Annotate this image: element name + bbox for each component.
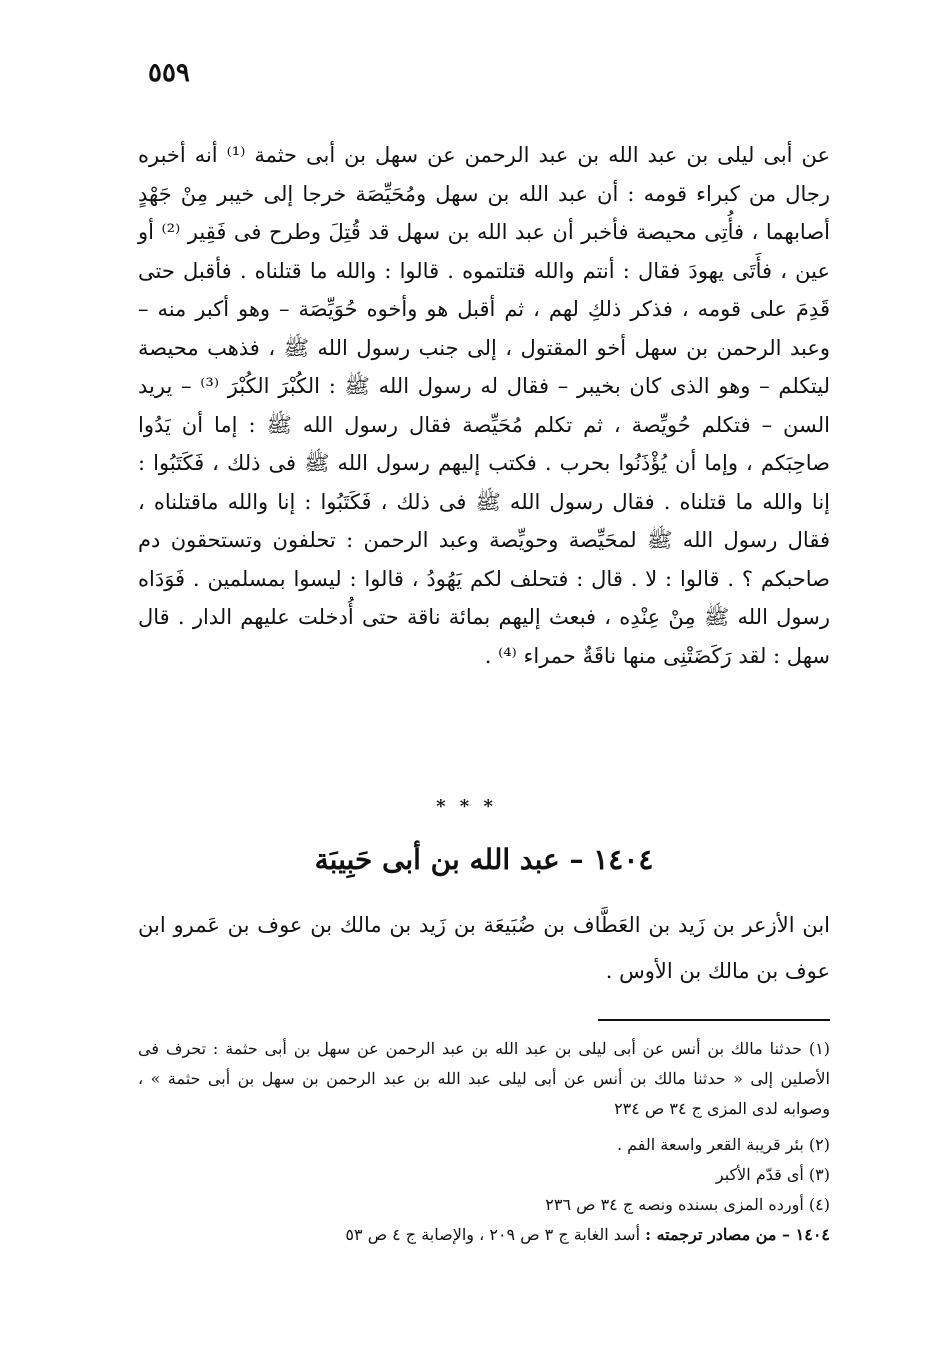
- sources-label: ١٤٠٤ – من مصادر ترجمته :: [645, 1225, 830, 1244]
- section-separator: * * *: [436, 796, 497, 817]
- sources-text: أسد الغابة ج ٣ ص ٢٠٩ ، والإصابة ج ٤ ص ٥٣: [345, 1225, 641, 1244]
- footnote-1: (١) حدثنا مالك بن أنس عن أبى ليلى بن عبد الله بن عبد الرحمن عن سهل بن أبى حثمة : تحرف فى الأصلين إلى « حدثنا مالك بن أنس عن أبى ليلى عبد الله بن عبد الرحمن بن سهل بن أبى حثمة » ، وصوابه لدى المزى ج ٣٤ ص ٢٣٤: [138, 1039, 831, 1118]
- footnote-divider: [598, 1019, 830, 1021]
- hadith-text: عن أبى ليلى بن عبد الله بن عبد الرحمن عن سهل بن أبى حثمة ⁽¹⁾ أنه أخبره رجال من كبراء قومه : أن عبد الله بن سهل ومُحَيِّصَة خرجا إلى خيبر مِنْ جَهْدٍ أصابهما ، فأُتِى محيصة فأخبر أن عبد الله بن سهل قد قُتِلَ وطرح فى فَقِير ⁽²⁾ أو عين ، فأَتَى يهودَ فقال : أنتم والله قتلتموه . قالوا : والله ما قتلناه . فأقبل حتى قَدِمَ على قومه ، فذكر ذلكِ لهم ، ثم أقبل هو وأخوه حُوَيِّصَة – وهو أكبر منه – وعبد الرحمن بن سهل أخو المقتول ، إلى جنب رسول الله ﷺ ، فذهب محيصة ليتكلم – وهو الذى كان بخيبر – فقال له رسول الله ﷺ : الكُبْرَ الكُبْرَ ⁽³⁾ – يريد السن – فتكلم حُويِّصة ، ثم تكلم مُحَيِّصة فقال رسول الله ﷺ : إما أن يَدُوا صاحِبَكم ، وإما أن يُؤْذَنُوا بحرب . فكتب إليهم رسول الله ﷺ فى ذلك ، فَكَتَبُوا : إنا والله ما قتلناه . فقال رسول الله ﷺ فى ذلك ، فَكَتَبُوا : إنا والله ماقتلناه ، فقال رسول الله ﷺ لمحَيِّصة وحويِّصة وعبد الرحمن : تحلفون وتستحقون دم صاحبكم ؟ . قالوا : لا . قال : فتحلف لكم يَهُودُ ، قالوا : ليسوا بمسلمين . فَوَدَاه رسول الله ﷺ مِنْ عِنْدِه ، فبعث إليهم بمائة ناقة حتى أُدخلت عليهم الدار . قال سهل : لقد رَكَضَتْنِى منها ناقَةٌ حمراء ⁽⁴⁾ .: [138, 143, 830, 668]
- entry-title: ١٤٠٤ – عبد الله بن أبى حَبِيبَة: [314, 843, 654, 876]
- page-number: ٥٥٩: [148, 58, 190, 88]
- lineage-paragraph: [138, 902, 830, 994]
- footnotes: [138, 1034, 830, 1250]
- footnote-3: (٣) أى قدّم الأكبر: [715, 1165, 830, 1184]
- hadith-paragraph: [138, 136, 830, 675]
- footnote-4: (٤) أورده المزى بسنده ونصه ج ٣٤ ص ٢٣٦: [545, 1195, 830, 1214]
- lineage-text: ابن الأزعر بن زَيد بن العَطَّاف بن ضُبَيعَة بن زَيد بن مالك بن عوف بن عَمرو ابن عوف بن مالك بن الأوس .: [138, 913, 830, 983]
- footnote-2: (٢) بئر قريبة القعر واسعة الفم .: [616, 1135, 830, 1154]
- sources-line: [138, 1220, 830, 1250]
